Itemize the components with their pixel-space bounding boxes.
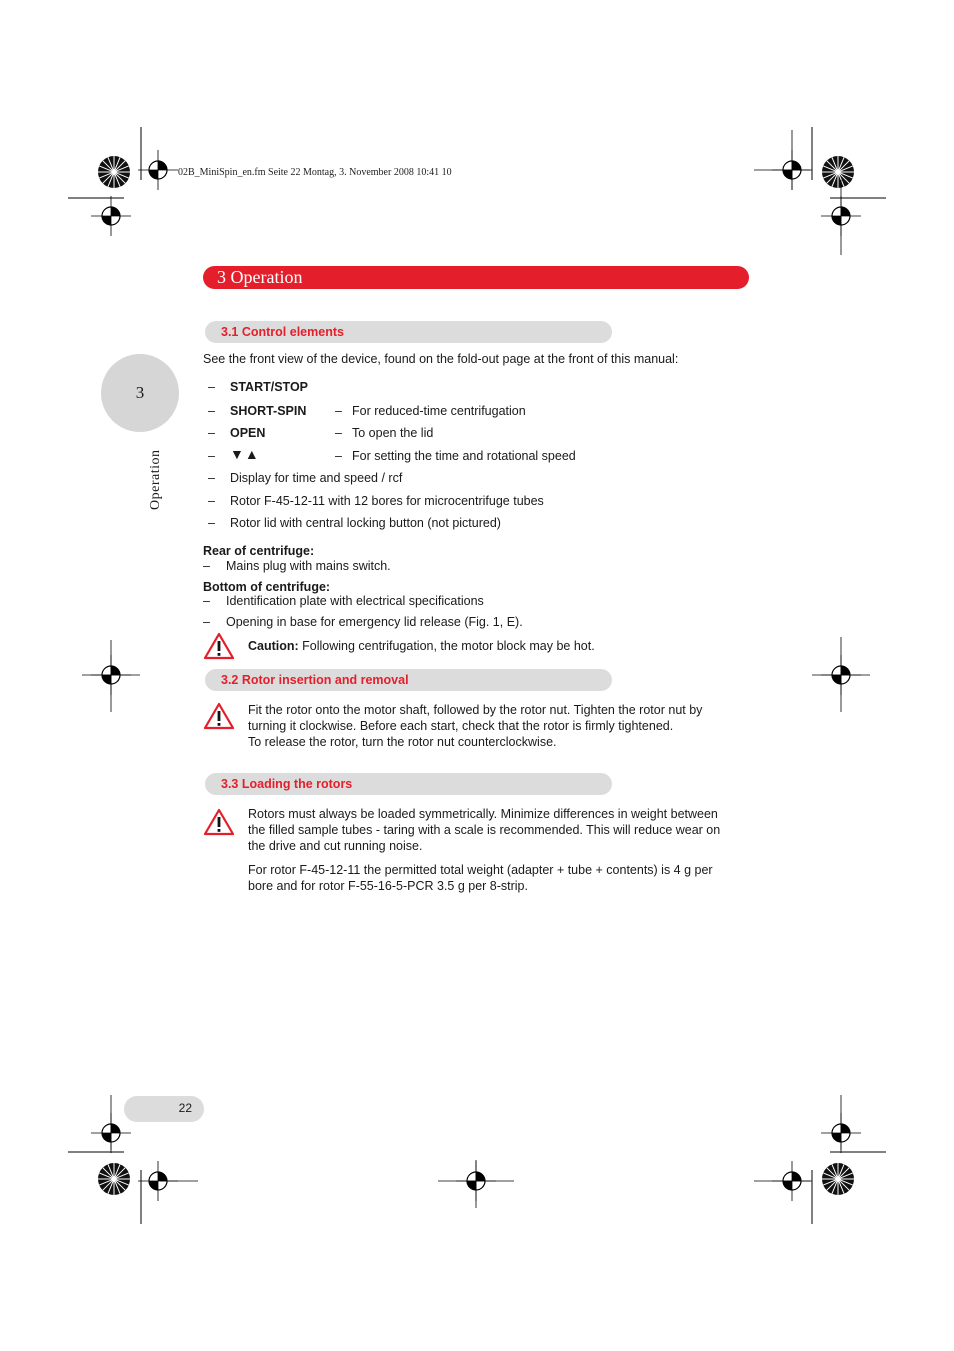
chapter-title: 3 Operation	[217, 267, 303, 287]
list-dash: –	[208, 471, 215, 485]
chapter-tab-label: Operation	[148, 449, 163, 510]
warning-icon	[203, 808, 235, 836]
bottom-heading: Bottom of centrifuge:	[203, 580, 331, 594]
file-slug: 02B_MiniSpin_en.fm Seite 22 Montag, 3. November 2008 10:41 10	[178, 167, 452, 178]
list-dash: –	[208, 426, 215, 440]
rotor-insertion-line: To release the rotor, turn the rotor nut counterclockwise.	[248, 735, 557, 749]
chapter-tab-number: 3	[135, 383, 145, 402]
list-dash: –	[208, 494, 215, 508]
chapter-header	[203, 266, 749, 289]
section-heading-control-elements: 3.1 Control elements	[205, 321, 612, 343]
list-item: Display for time and speed / rcf	[230, 471, 403, 485]
intro-text: See the front view of the device, found on the fold-out page at the front of this manual:	[203, 352, 679, 366]
loading-line: For rotor F-45-12-11 the permitted total weight (adapter + tube + contents) is 4 g per	[248, 863, 713, 877]
loading-line: the filled sample tubes - taring with a scale is recommended. This will reduce wear on	[248, 823, 721, 837]
caution-note: Caution: Following centrifugation, the motor block may be hot.	[248, 639, 595, 653]
control-desc: To open the lid	[352, 426, 434, 440]
list-dash: –	[208, 404, 215, 418]
control-name: SHORT-SPIN	[230, 404, 307, 418]
control-desc: For setting the time and rotational speed	[352, 449, 576, 463]
rotor-insertion-line: Fit the rotor onto the motor shaft, followed by the rotor nut. Tighten the rotor nut by	[248, 703, 703, 717]
list-dash: –	[208, 516, 215, 530]
control-name: OPEN	[230, 426, 266, 440]
loading-line: the drive and cut running noise.	[248, 839, 423, 853]
page-number: 22	[178, 1101, 192, 1115]
control-desc: For reduced-time centrifugation	[352, 404, 526, 418]
list-dash: –	[203, 559, 210, 573]
rear-heading: Rear of centrifuge:	[203, 544, 315, 558]
loading-line: bore and for rotor F-55-16-5-PCR 3.5 g per 8-strip.	[248, 879, 528, 893]
list-item: Mains plug with mains switch.	[226, 559, 391, 573]
list-item: Opening in base for emergency lid release (Fig. 1, E).	[226, 615, 523, 629]
desc-dash: –	[335, 449, 342, 463]
list-dash: –	[208, 449, 215, 463]
desc-dash: –	[335, 404, 342, 418]
list-item: Identification plate with electrical specifications	[226, 594, 484, 608]
list-dash: –	[203, 594, 210, 608]
rotor-insertion-line: turning it clockwise. Before each start, check that the rotor is firmly tightened.	[248, 719, 674, 733]
list-dash: –	[203, 615, 210, 629]
list-dash: –	[208, 380, 215, 394]
control-name: START/STOP	[230, 380, 309, 394]
loading-line: Rotors must always be loaded symmetrically. Minimize differences in weight between	[248, 807, 718, 821]
arrow-keys-icon: ▼▲	[230, 446, 260, 462]
list-item: Rotor lid with central locking button (not pictured)	[230, 516, 501, 530]
list-item: Rotor F-45-12-11 with 12 bores for microcentrifuge tubes	[230, 494, 544, 508]
desc-dash: –	[335, 426, 342, 440]
section-heading-loading-rotors: 3.3 Loading the rotors	[205, 773, 612, 795]
warning-icon	[203, 702, 235, 730]
section-heading-rotor-insertion: 3.2 Rotor insertion and removal	[205, 669, 612, 691]
warning-icon	[203, 632, 235, 660]
